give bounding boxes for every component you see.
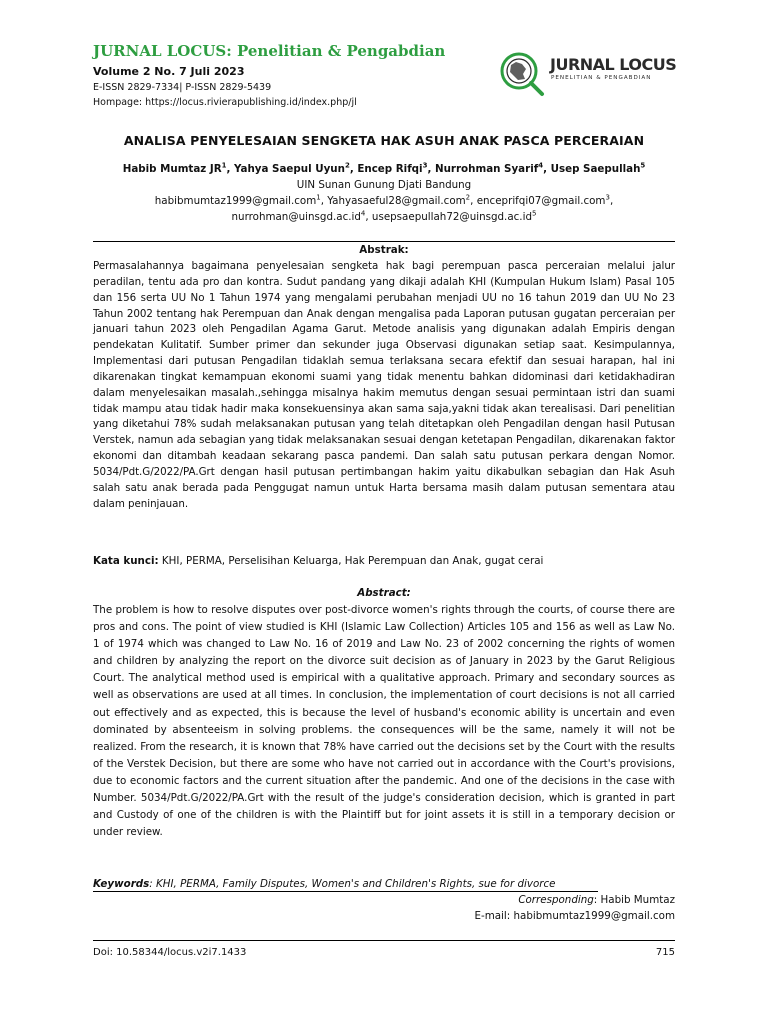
corresponding-author <box>518 894 675 906</box>
corresponding-email[interactable]: E-mail: habibmumtaz1999@gmail.com <box>474 910 675 922</box>
kata-kunci-values: KHI, PERMA, Perselisihan Keluarga, Hak Perempuan dan Anak, gugat cerai <box>158 555 544 567</box>
author-list: Habib Mumtaz $JR^1$, Yahya Saepul Uyun$^2$, Encep Rifqi$^3$, Nurrohman Syarif$^4$, Usep Saepullah$^5$ <box>122 161 646 175</box>
author-email[interactable]: usepsaepullah72@uinsgd.ac.id <box>371 211 532 223</box>
author: Encep Rifqi <box>357 163 423 175</box>
journal-title: JURNAL LOCUS: Penelitian & Pengabdian <box>93 42 446 60</box>
doi[interactable]: Doi: 10.58344/locus.v2i7.1433 <box>93 947 247 958</box>
author-email[interactable]: habibmumtaz1999@gmail.com <box>154 195 317 207</box>
divider <box>93 891 598 892</box>
corresponding-name: : Habib Mumtaz <box>593 894 675 906</box>
author: Usep Saepullah <box>550 163 641 175</box>
keywords <box>93 878 675 890</box>
author: Yahya Saepul Uyun <box>234 163 345 175</box>
keywords-label: Keywords <box>93 878 150 890</box>
author: Habib Mumtaz JR <box>122 163 222 175</box>
journal-logo-icon <box>498 50 548 98</box>
author-email[interactable]: nurrohman@uinsgd.ac.id <box>231 211 361 223</box>
keywords-values: : KHI, PERMA, Family Disputes, Women's and Children's Rights, sue for divorce <box>149 878 556 890</box>
author-email[interactable]: enceprifqi07@gmail.com <box>476 195 606 207</box>
affiliation: UIN Sunan Gunung Djati Bandung <box>296 179 472 191</box>
abstract-text: The problem is how to resolve disputes over post-divorce women's rights through the courts, of course there are pros and cons. The point of view studied is KHI (Islamic Law Collection) Articles 105 and 156 as well as Law No. 1 of 1974 which was changed to Law No. 16 of 2019 and Law No. 23 of 2002 concerning the rights of women and children by analyzing the report on the divorce suit decision as of January in 2023 by the Garut Religious Court. The analytical method used is empirical with a qualitative approach. Primary and secondary sources as well as observations are used at all times. In conclusion, the implementation of court decisions is not all carried out effectively and as expected, this is because the level of husband's economic ability is uncertain and even dominated by absenteeism in solving problems. the consequences will be the same, namely it will not be realized. From the research, it is known that 78% have carried out the decisions set by the Court with the results of the Verstek Decision, but there are some who have not carried out in accordance with the Court's provisions, due to economic factors and the current situation after the pandemic. And one of the decisions in the case with Number. 5034/Pdt.G/2022/PA.Grt with the result of the judge's consideration decision, which is granted in part and Custody of one of the children is with the Plaintiff but for joint assets it is still in a temporary decision or under review. <box>93 604 675 839</box>
homepage-link[interactable]: Hompage: https://locus.rivierapublishing.id/index.php/jl <box>93 97 357 108</box>
abstrak-text: Permasalahannya bagaimana penyelesaian sengketa hak bagi perempuan pasca perceraian melalui jalur peradilan, tentu ada pro dan kontra. Sudut pandang yang dikaji adalah KHI (Kumpulan Hukum Islam) Pasal 105 dan 156 serta UU No 1 Tahun 1974 yang mengalami perubahan menjadi UU no 16 tahun 2019 dan UU No 23 Tahun 2002 tentang hak Perempuan dan Anak dengan mengalisa pada Laporan putusan gugatan perceraian per januari tahun 2023 oleh Pengadilan Agama Garut. Metode analisis yang digunakan adalah Empiris dengan pendekatan Kulitatif. Sumber primer dan sekunder juga Observasi digunakan setiap saat. Kesimpulannya, Implementasi dari putusan Pengadilan tidaklah semua terlaksana secara efektif dan sesuai harapan, hal ini dikarenakan tingkat kemampuan ekonomi suami yang tidak menentu bahkan didominasi dari ketidakhadiran dalam menyelesaikan masalah.,sehingga misalnya hakim memutus dengan sesuai permintaan istri dan suami tidak mampu atau tidak hadir maka konsekuensinya akan sama saja,yakni tidak akan terealisasi. Dari penelitian yang diketahui 78% sudah melaksanakan putusan yang telah ditetapkan oleh Pengadilan dengan hasil Putusan Verstek, namun ada sebagian yang tidak melaksanakan sesuai dengan ketetapan Pengadilan, dikarenakan faktor ekonomi dan ditambah keadaan sekarang pasca pandemi. Dan salah satu putusan perkara dengan Nomor. 5034/Pdt.G/2022/PA.Grt dengan hasil putusan pertimbangan hakim yaitu dikabulkan sebagian dan Hak Asuh salah satu anak berada pada Penggugat namun untuk Harta bersama masih dalam putusan sementara atau dalam peninjauan. <box>93 260 675 510</box>
divider <box>93 241 675 242</box>
author: Nurrohman Syarif <box>434 163 539 175</box>
corresponding-label: Corresponding <box>518 894 594 906</box>
author-emails-line2: $nurrohman@uinsgd.ac.id^4$, $usepsaepullah72@uinsgd.ac.id^5$ <box>231 209 537 223</box>
abstract-heading: Abstract: <box>357 587 411 599</box>
abstrak-heading: Abstrak: <box>359 244 409 256</box>
footer-divider <box>93 940 675 941</box>
author-emails-line1: habibmumtaz1999@gmail.com$^1$, Yahyasaeful28@gmail.com$^2$, enceprifqi07@gmail.com$^3$, <box>154 193 614 207</box>
page-number: 715 <box>655 947 675 958</box>
logo-subtitle: PENELITIAN & PENGABDIAN <box>551 75 652 81</box>
issn-info: E-ISSN 2829-7334| P-ISSN 2829-5439 <box>93 82 272 93</box>
volume-info: Volume 2 No. 7 Juli 2023 <box>93 65 245 78</box>
paper-title: ANALISA PENYELESAIAN SENGKETA HAK ASUH ANAK PASCA PERCERAIAN <box>123 133 645 148</box>
logo-wordmark: JURNAL LOCUS <box>550 55 677 74</box>
kata-kunci <box>93 555 675 567</box>
kata-kunci-label: Kata kunci: <box>93 555 159 567</box>
author-email[interactable]: Yahyasaeful28@gmail.com <box>327 195 466 207</box>
